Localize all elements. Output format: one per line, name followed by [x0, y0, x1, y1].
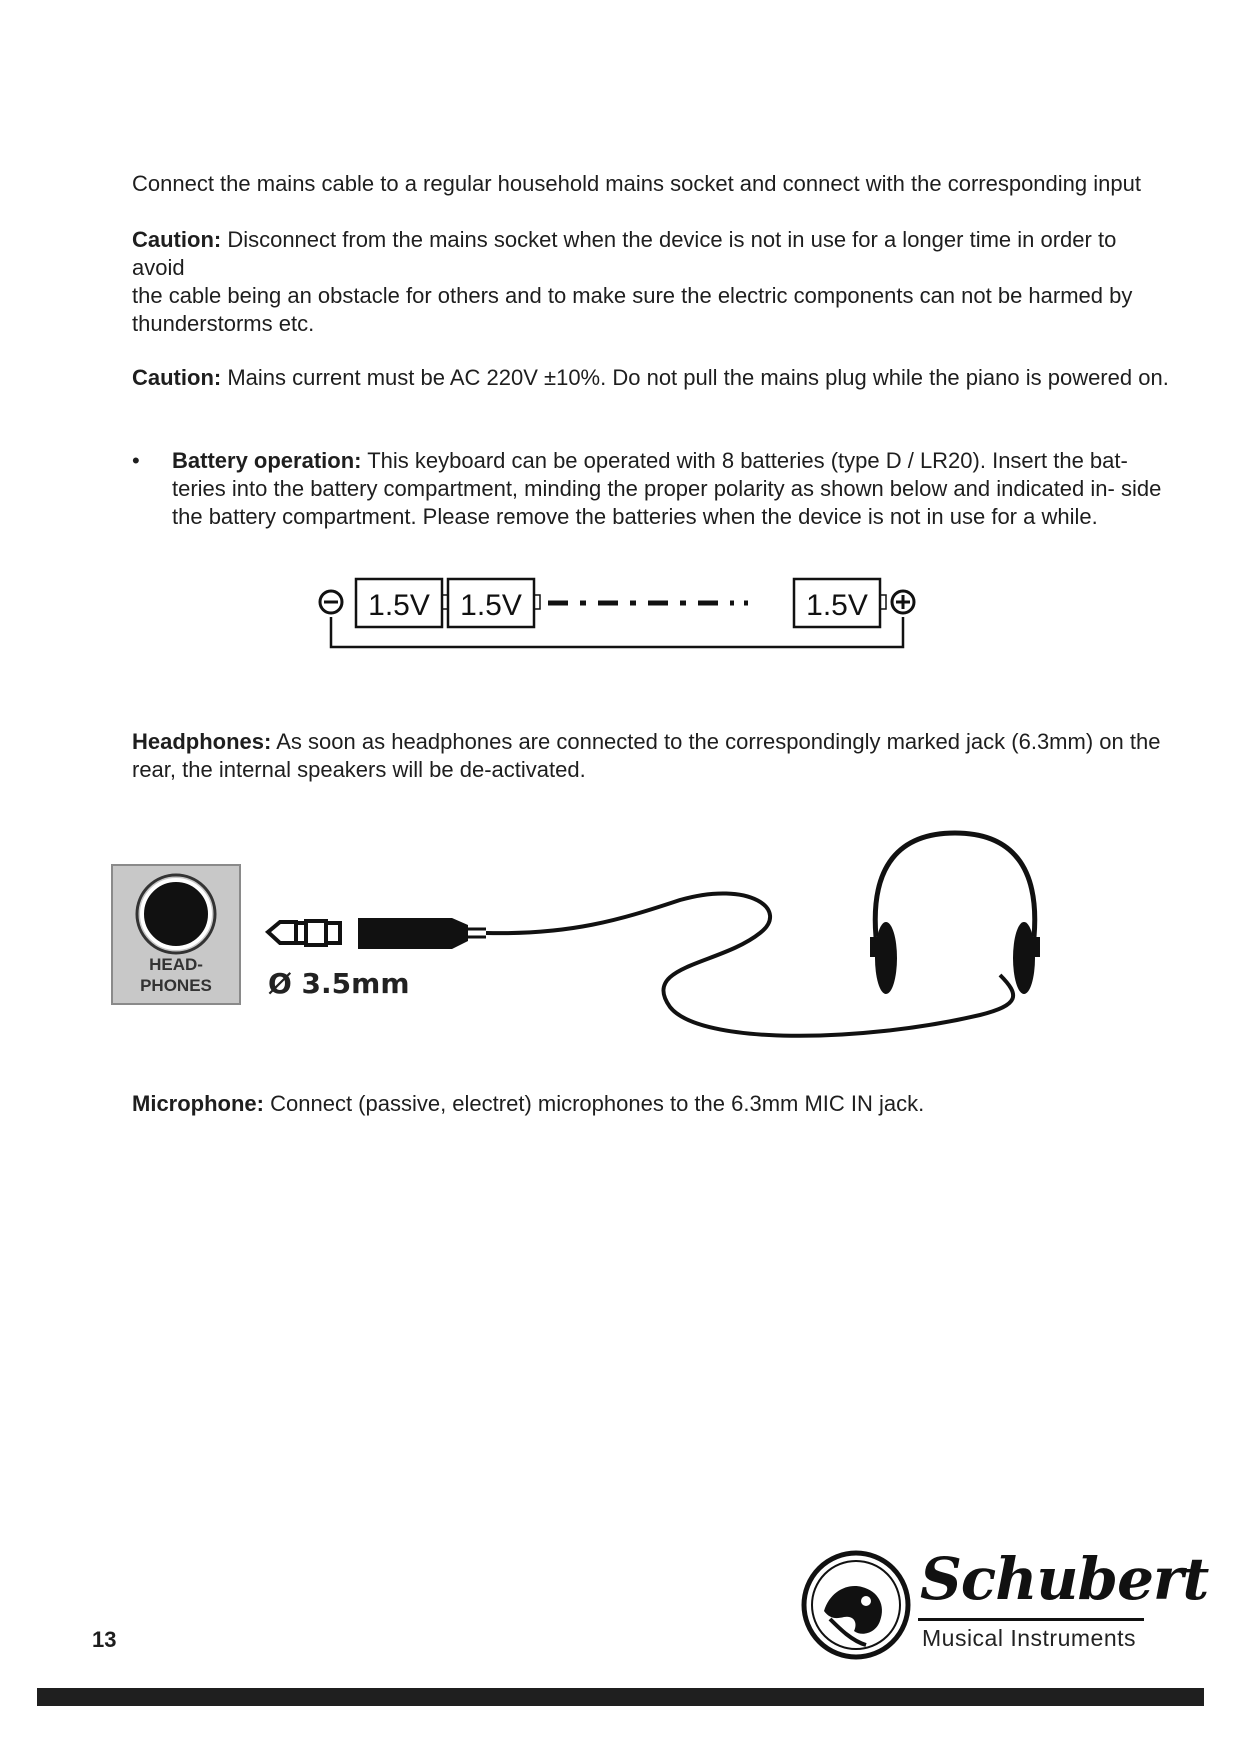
caution-label: Caution: [132, 227, 222, 252]
battery-cell-2 [448, 579, 534, 627]
page-number: 13 [92, 1627, 117, 1652]
battery-operation-label: Battery operation: [172, 448, 362, 473]
headphones-sentence: As soon as headphones are connected to the correspondingly marked jack (6.3mm) on the rear, the internal speakers will be de-activated. [132, 729, 1161, 782]
microphone-sentence: Connect (passive, electret) microphones to the 6.3mm MIC IN jack. [264, 1091, 925, 1116]
battery-cell-1 [356, 579, 442, 627]
battery-cell-2-label: 1.5V [460, 589, 522, 622]
caution-label: Caution: [132, 365, 222, 390]
plug-icon [268, 918, 486, 949]
schubert-logo [800, 1545, 1209, 1665]
mains-connect-sentence: Connect the mains cable to a regular household mains socket and connect with the corresponding input [132, 171, 1141, 196]
battery-operation-sentence: This keyboard can be operated with 8 batteries (type D / LR20). Insert the bat- teries into the battery compartment, minding the proper polarity as shown below and indicated in- side the battery compartment. Please remove the batteries when the device is not in use for a while. [172, 448, 1162, 529]
brand-name: Schubert [920, 1545, 1209, 1613]
plus-terminal-icon [892, 591, 914, 613]
battery-operation-text [172, 447, 1172, 531]
headphones-text [132, 728, 1172, 784]
jack-socket-icon [142, 880, 210, 948]
minus-terminal-icon [320, 591, 342, 613]
battery-cell-last [794, 579, 880, 627]
headphones-label: Headphones: [132, 729, 272, 754]
headphones-icon [870, 833, 1040, 994]
bullet-icon: • [132, 448, 140, 473]
caution-disconnect-text [132, 226, 1172, 338]
caution-mains-current-text [132, 364, 1172, 392]
battery-polarity-diagram [300, 565, 940, 655]
microphone-label: Microphone: [132, 1091, 264, 1116]
headphones-jack-panel [112, 865, 240, 1004]
caution-disconnect-line1: Disconnect from the mains socket when the device is not in use for a longer time in order to avoid [132, 227, 1117, 280]
brand-subtitle: Musical Instruments [922, 1625, 1137, 1651]
battery-cell-last-label: 1.5V [806, 589, 868, 622]
headphones-connection-diagram [100, 825, 1200, 1065]
jack-label-line2: PHONES [140, 976, 212, 995]
schubert-emblem-icon [800, 1549, 912, 1661]
caution-mains-current-sentence: Mains current must be AC 220V ±10%. Do not pull the mains plug while the piano is powered on. [221, 365, 1169, 390]
footer-bar [37, 1688, 1204, 1706]
microphone-text [132, 1090, 1172, 1118]
headphone-cable [486, 893, 1013, 1035]
battery-cell-1-label: 1.5V [368, 589, 430, 622]
mains-connect-text [132, 170, 1172, 198]
caution-disconnect-line2: the cable being an obstacle for others and to make sure the electric components can not be harmed by thunderstorms etc. [132, 283, 1133, 336]
plug-size-label: Ø 3.5mm [268, 967, 410, 1000]
brand-rule [918, 1618, 1144, 1621]
jack-label-line1: HEAD- [149, 955, 203, 974]
